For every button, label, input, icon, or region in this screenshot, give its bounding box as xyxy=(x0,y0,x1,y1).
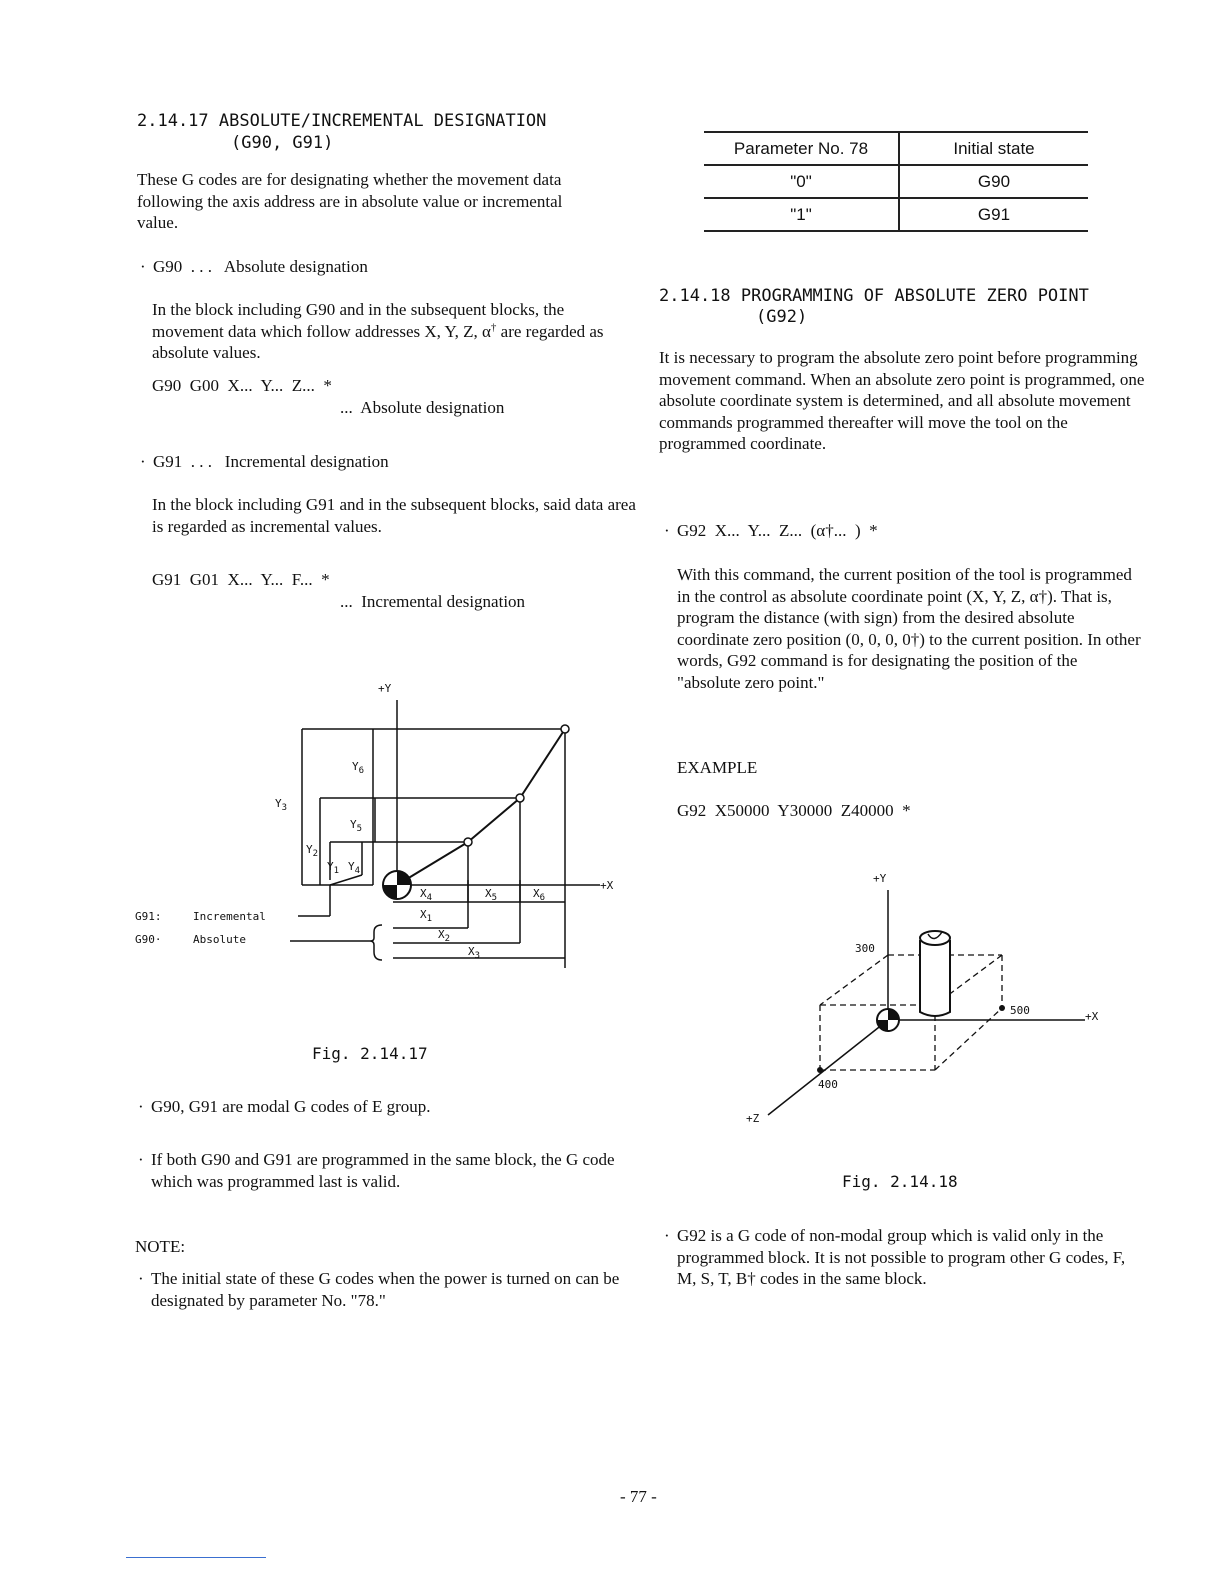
example-label: EXAMPLE xyxy=(677,758,758,777)
figure-2-14-17 xyxy=(130,670,630,980)
g91-heading: · G91 . . . Incremental designation xyxy=(153,451,389,473)
intro-paragraph: These G codes are for designating whether the movement data following the axis address are in absolute value or incremental value. xyxy=(137,170,563,232)
g91-code-example: G91 G01 X... Y... F... * xyxy=(152,570,330,589)
g90-description-a: In the block including G90 and in the subsequent blocks, the movement data which follow addresses X, Y, Z, α xyxy=(152,300,565,341)
section-subtitle-g90-g91: (G90, G91) xyxy=(231,133,334,153)
fig1-x-axis-label: +X xyxy=(600,879,614,892)
table-cell: "0" xyxy=(704,165,899,198)
fig2-z-axis-line xyxy=(768,1020,888,1115)
g92-description: With this command, the current position of the tool is programmed in the control as absolute coordinate point (X, Y, Z, α†). That is, program the distance (with sign) from the desired absolute coordinate zero position (0, 0, 0, 0†) to the current position. In other words, G92 command is for designating the position of the "absolute zero point." xyxy=(677,565,1141,692)
point-500-marker xyxy=(999,1005,1005,1011)
label-x3: $X_3$ xyxy=(468,945,481,961)
section-subtitle-g92: (G92) xyxy=(756,307,808,327)
point-400-marker xyxy=(817,1067,823,1073)
fig2-z-axis-label: +Z xyxy=(746,1112,760,1125)
label-x4: $X_4$ xyxy=(420,887,433,903)
g92-non-modal-note: · G92 is a G code of non-modal group which is valid only in the programmed block. It is not possible to program other G codes, F, M, S, T, B† codes in the same block. xyxy=(677,1225,1147,1290)
tool-cylinder-icon xyxy=(920,931,950,1016)
label-y6: $Y_6$ xyxy=(352,760,365,776)
g90-description xyxy=(152,299,632,364)
table-cell: "1" xyxy=(704,198,899,231)
section-title-2-14-18: 2.14.18 PROGRAMMING OF ABSOLUTE ZERO POINT xyxy=(659,286,1089,306)
page-number: - 77 - xyxy=(620,1487,657,1506)
label-x2: $X_2$ xyxy=(438,928,451,944)
table-cell: G91 xyxy=(899,198,1088,231)
fig2-origin-symbol-icon xyxy=(877,1009,899,1031)
table-row xyxy=(704,165,1088,198)
table-header-row xyxy=(704,132,1088,165)
g91-description: In the block including G91 and in the subsequent blocks, said data area is regarded as incremental values. xyxy=(152,495,636,536)
g92-code-format: · G92 X... Y... Z... (α†... ) * xyxy=(677,520,878,542)
legend-g91-label: Incremental xyxy=(193,910,266,923)
g91-code-comment: ... Incremental designation xyxy=(340,592,526,611)
label-y3: $Y_3$ xyxy=(275,797,288,813)
point-marker-1 xyxy=(464,838,472,846)
label-x5: $X_5$ xyxy=(485,887,498,903)
footnote-rule xyxy=(126,1557,266,1558)
label-y4: $Y_4$ xyxy=(348,860,361,876)
g90-code-comment: ... Absolute designation xyxy=(340,398,505,417)
g92-intro-paragraph: It is necessary to program the absolute zero point before programming movement command. When an absolute zero point is programmed, one absolute coordinate system is determined, and all absolute movement commands programmed thereafter will move the tool on the programmed coordinate. xyxy=(659,348,1145,453)
dagger-mark: † xyxy=(490,320,497,333)
note-label: NOTE: xyxy=(135,1237,186,1256)
label-y1: $Y_1$ xyxy=(327,860,340,876)
path-segment-2 xyxy=(468,798,520,842)
section-title-2-14-17: 2.14.17 ABSOLUTE/INCREMENTAL DESIGNATION xyxy=(137,111,547,131)
note-modal-e-group: · G90, G91 are modal G codes of E group. xyxy=(151,1096,631,1118)
point-marker-3 xyxy=(561,725,569,733)
table-header-cell: Initial state xyxy=(899,132,1088,165)
label-x1: $X_1$ xyxy=(420,908,433,924)
parameter-table xyxy=(704,131,1088,232)
g90-description-b: are regarded as absolute values. xyxy=(152,321,604,362)
table-cell: G90 xyxy=(899,165,1088,198)
origin-symbol-icon xyxy=(383,871,411,899)
fig2-x-axis-label: +X xyxy=(1085,1010,1099,1023)
fig2-y-axis-label: +Y xyxy=(873,872,887,885)
figure-caption-2-14-18: Fig. 2.14.18 xyxy=(842,1172,958,1191)
legend-g90-code: G90· xyxy=(135,933,162,946)
label-y2: $Y_2$ xyxy=(306,843,319,859)
label-500: 500 xyxy=(1010,1004,1030,1017)
g90-code-example: G90 G00 X... Y... Z... * xyxy=(152,376,332,395)
fig1-y-axis-label: +Y xyxy=(378,682,392,695)
legend-g90-label: Absolute xyxy=(193,933,246,946)
legend-g91-code: G91: xyxy=(135,910,162,923)
example-code: G92 X50000 Y30000 Z40000 * xyxy=(677,801,911,820)
label-y5: $Y_5$ xyxy=(350,818,363,834)
path-segment-3 xyxy=(520,729,565,798)
figure-caption-2-14-17: Fig. 2.14.17 xyxy=(312,1044,428,1063)
point-marker-2 xyxy=(516,794,524,802)
label-300: 300 xyxy=(855,942,875,955)
label-400: 400 xyxy=(818,1078,838,1091)
table-header-cell: Parameter No. 78 xyxy=(704,132,899,165)
note-initial-state: · The initial state of these G codes when the power is turned on can be designated by parameter No. "78." xyxy=(151,1268,621,1311)
label-x6: $X_6$ xyxy=(533,887,546,903)
figure-2-14-18 xyxy=(740,860,1120,1130)
note-both-programmed: · If both G90 and G91 are programmed in the same block, the G code which was programmed last is valid. xyxy=(151,1149,631,1192)
table-row xyxy=(704,198,1088,231)
g90-heading: · G90 . . . Absolute designation xyxy=(153,256,368,278)
